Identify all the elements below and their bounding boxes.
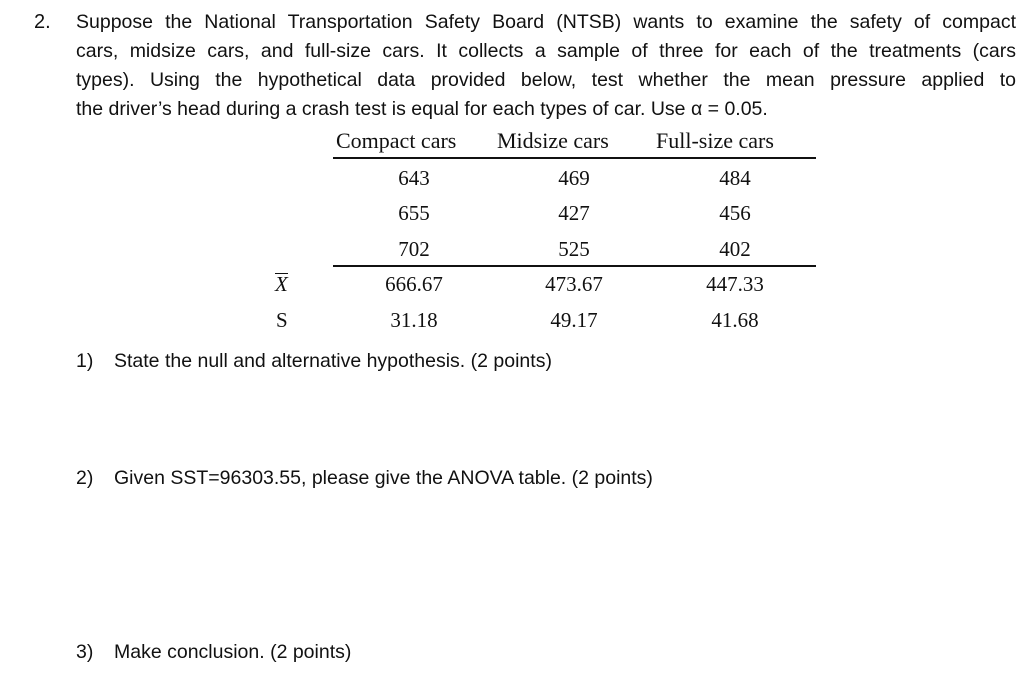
- header-compact-cars: Compact cars: [336, 128, 457, 153]
- subquestion-text: Make conclusion. (2 points): [114, 641, 352, 663]
- question-line: Suppose the National Transportation Safety Board (NTSB) wants to examine the safety of compact: [76, 11, 1016, 33]
- table-cell: 643: [398, 166, 430, 190]
- subquestion-3: [76, 641, 351, 664]
- table-cell: 402: [719, 237, 751, 261]
- mean-value: 447.33: [706, 272, 764, 296]
- header-full-size-cars: Full-size cars: [656, 128, 774, 153]
- mean-value: 473.67: [545, 272, 603, 296]
- sd-value: 31.18: [390, 308, 438, 332]
- table-cell: 655: [398, 201, 430, 225]
- subquestion-2: [76, 467, 653, 490]
- subquestion-text: State the null and alternative hypothesis. (2 points): [114, 350, 552, 372]
- question-line: cars, midsize cars, and full-size cars. It collects a sample of three for each of the treatments (cars: [76, 40, 1016, 62]
- sd-label: S: [276, 308, 288, 332]
- subquestion-number: 2): [76, 467, 94, 489]
- question-line: types). Using the hypothetical data provided below, test whether the mean pressure applied to: [76, 69, 1016, 91]
- question-text: [76, 8, 1016, 124]
- question-line: the driver’s head during a crash test is equal for each types of car. Use α = 0.05.: [76, 98, 768, 120]
- summary-rule: [333, 265, 816, 267]
- sd-value: 41.68: [711, 308, 759, 332]
- header-midsize-cars: Midsize cars: [497, 128, 609, 153]
- header-rule: [333, 157, 816, 159]
- table-cell: 525: [558, 237, 590, 261]
- x-bar-symbol: X: [275, 272, 288, 296]
- sd-value: 49.17: [550, 308, 598, 332]
- subquestion-text: Given SST=96303.55, please give the ANOVA table. (2 points): [114, 467, 653, 489]
- subquestion-number: 3): [76, 641, 94, 663]
- subquestion-number: 1): [76, 350, 94, 372]
- mean-label: [275, 272, 288, 297]
- table-cell: 484: [719, 166, 751, 190]
- subquestion-1: [76, 350, 552, 373]
- table-cell: 427: [558, 201, 590, 225]
- table-cell: 469: [558, 166, 590, 190]
- table-cell: 456: [719, 201, 751, 225]
- table-cell: 702: [398, 237, 430, 261]
- question-number: 2.: [34, 11, 51, 33]
- mean-value: 666.67: [385, 272, 443, 296]
